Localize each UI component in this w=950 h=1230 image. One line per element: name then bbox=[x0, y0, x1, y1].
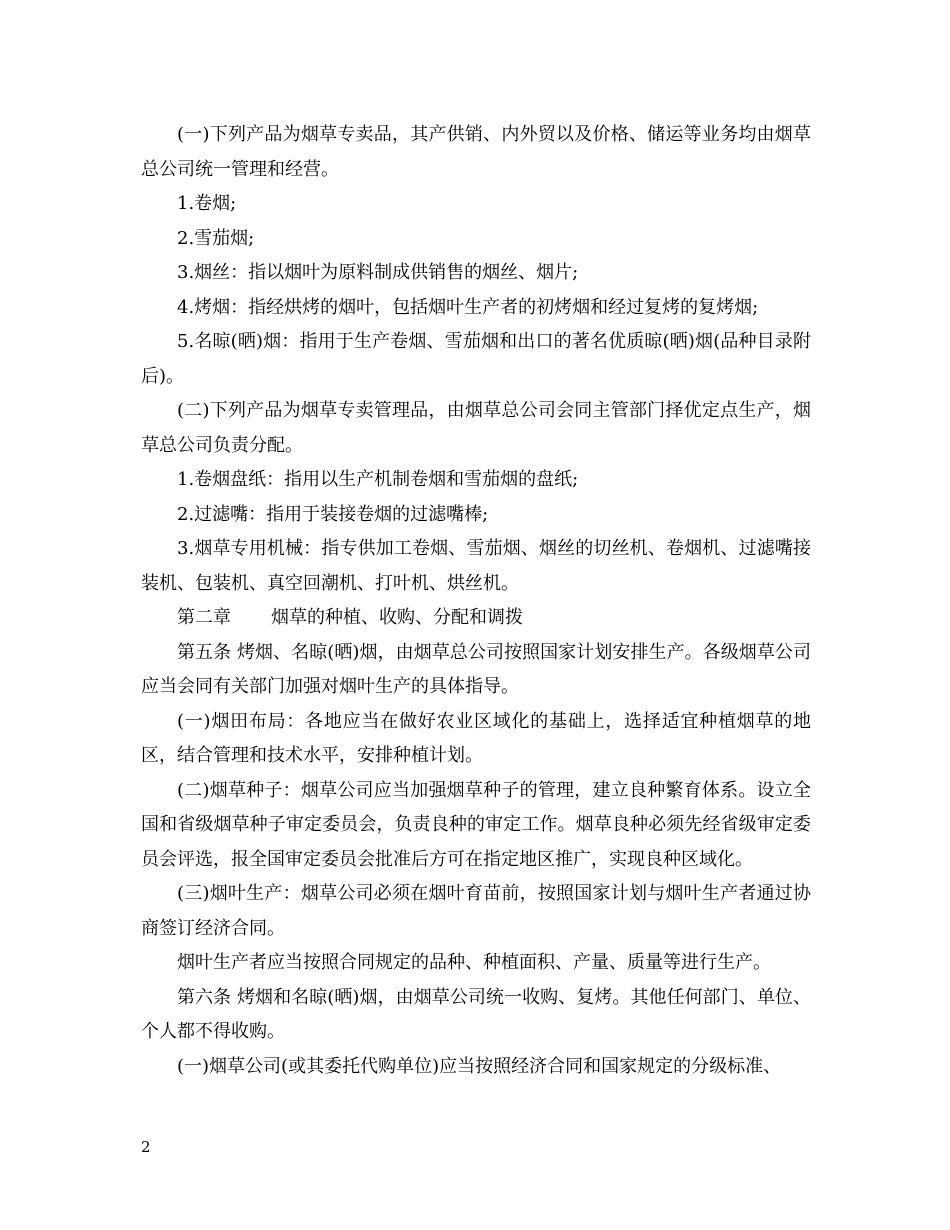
list-item: 1.卷烟盘纸：指用以生产机制卷烟和雪茄烟的盘纸; bbox=[177, 469, 579, 490]
list-item: 3.烟丝：指以烟叶为原料制成供销售的烟丝、烟片; bbox=[177, 262, 579, 283]
paragraph: 烟叶生产者应当按照合同规定的品种、种植面积、产量、质量等进行生产。 bbox=[177, 952, 771, 973]
document-body bbox=[141, 118, 811, 1084]
list-item: 1.卷烟; bbox=[177, 193, 237, 214]
article-paragraph: 第六条 烤烟和名晾(晒)烟，由烟草公司统一收购、复烤。其他任何部门、单位、个人都不得收购。 bbox=[141, 986, 811, 1042]
list-item: 2.过滤嘴：指用于装接卷烟的过滤嘴棒; bbox=[177, 503, 489, 525]
paragraph: (一)下列产品为烟草专卖品，其产供销、内外贸以及价格、储运等业务均由烟草总公司统一管理和经营。 bbox=[141, 124, 811, 180]
paragraph: (二)下列产品为烟草专卖管理品，由烟草总公司会同主管部门择优定点生产，烟草总公司负责分配。 bbox=[141, 400, 811, 456]
paragraph: (二)烟草种子：烟草公司应当加强烟草种子的管理，建立良种繁育体系。设立全国和省级烟草种子审定委员会，负责良种的审定工作。烟草良种必须先经省级审定委员会评选，报全国审定委员会批准后方可在指定地区推广，实现良种区域化。 bbox=[141, 779, 811, 870]
paragraph: (一)烟草公司(或其委托代购单位)应当按照经济合同和国家规定的分级标准、 bbox=[177, 1055, 782, 1077]
list-item: 2.雪茄烟; bbox=[177, 227, 255, 249]
paragraph: (三)烟叶生产：烟草公司必须在烟叶育苗前，按照国家计划与烟叶生产者通过协商签订经济合同。 bbox=[141, 883, 811, 939]
list-item: 3.烟草专用机械：指专供加工卷烟、雪茄烟、烟丝的切丝机、卷烟机、过滤嘴接装机、包装机、真空回潮机、打叶机、烘丝机。 bbox=[141, 538, 811, 594]
article-paragraph: 第五条 烤烟、名晾(晒)烟，由烟草总公司按照国家计划安排生产。各级烟草公司应当会同有关部门加强对烟叶生产的具体指导。 bbox=[141, 641, 811, 697]
list-item: 5.名晾(晒)烟：指用于生产卷烟、雪茄烟和出口的著名优质晾(晒)烟(品种目录附后)。 bbox=[141, 331, 811, 387]
chapter-heading bbox=[141, 601, 811, 636]
chapter-number: 第二章 bbox=[177, 607, 231, 628]
chapter-title: 烟草的种植、收购、分配和调拨 bbox=[271, 607, 523, 628]
page-number: 2 bbox=[141, 1138, 151, 1156]
paragraph: (一)烟田布局：各地应当在做好农业区域化的基础上，选择适宜种植烟草的地区，结合管理和技术水平，安排种植计划。 bbox=[141, 710, 811, 766]
list-item: 4.烤烟：指经烘烤的烟叶，包括烟叶生产者的初烤烟和经过复烤的复烤烟; bbox=[177, 296, 759, 318]
